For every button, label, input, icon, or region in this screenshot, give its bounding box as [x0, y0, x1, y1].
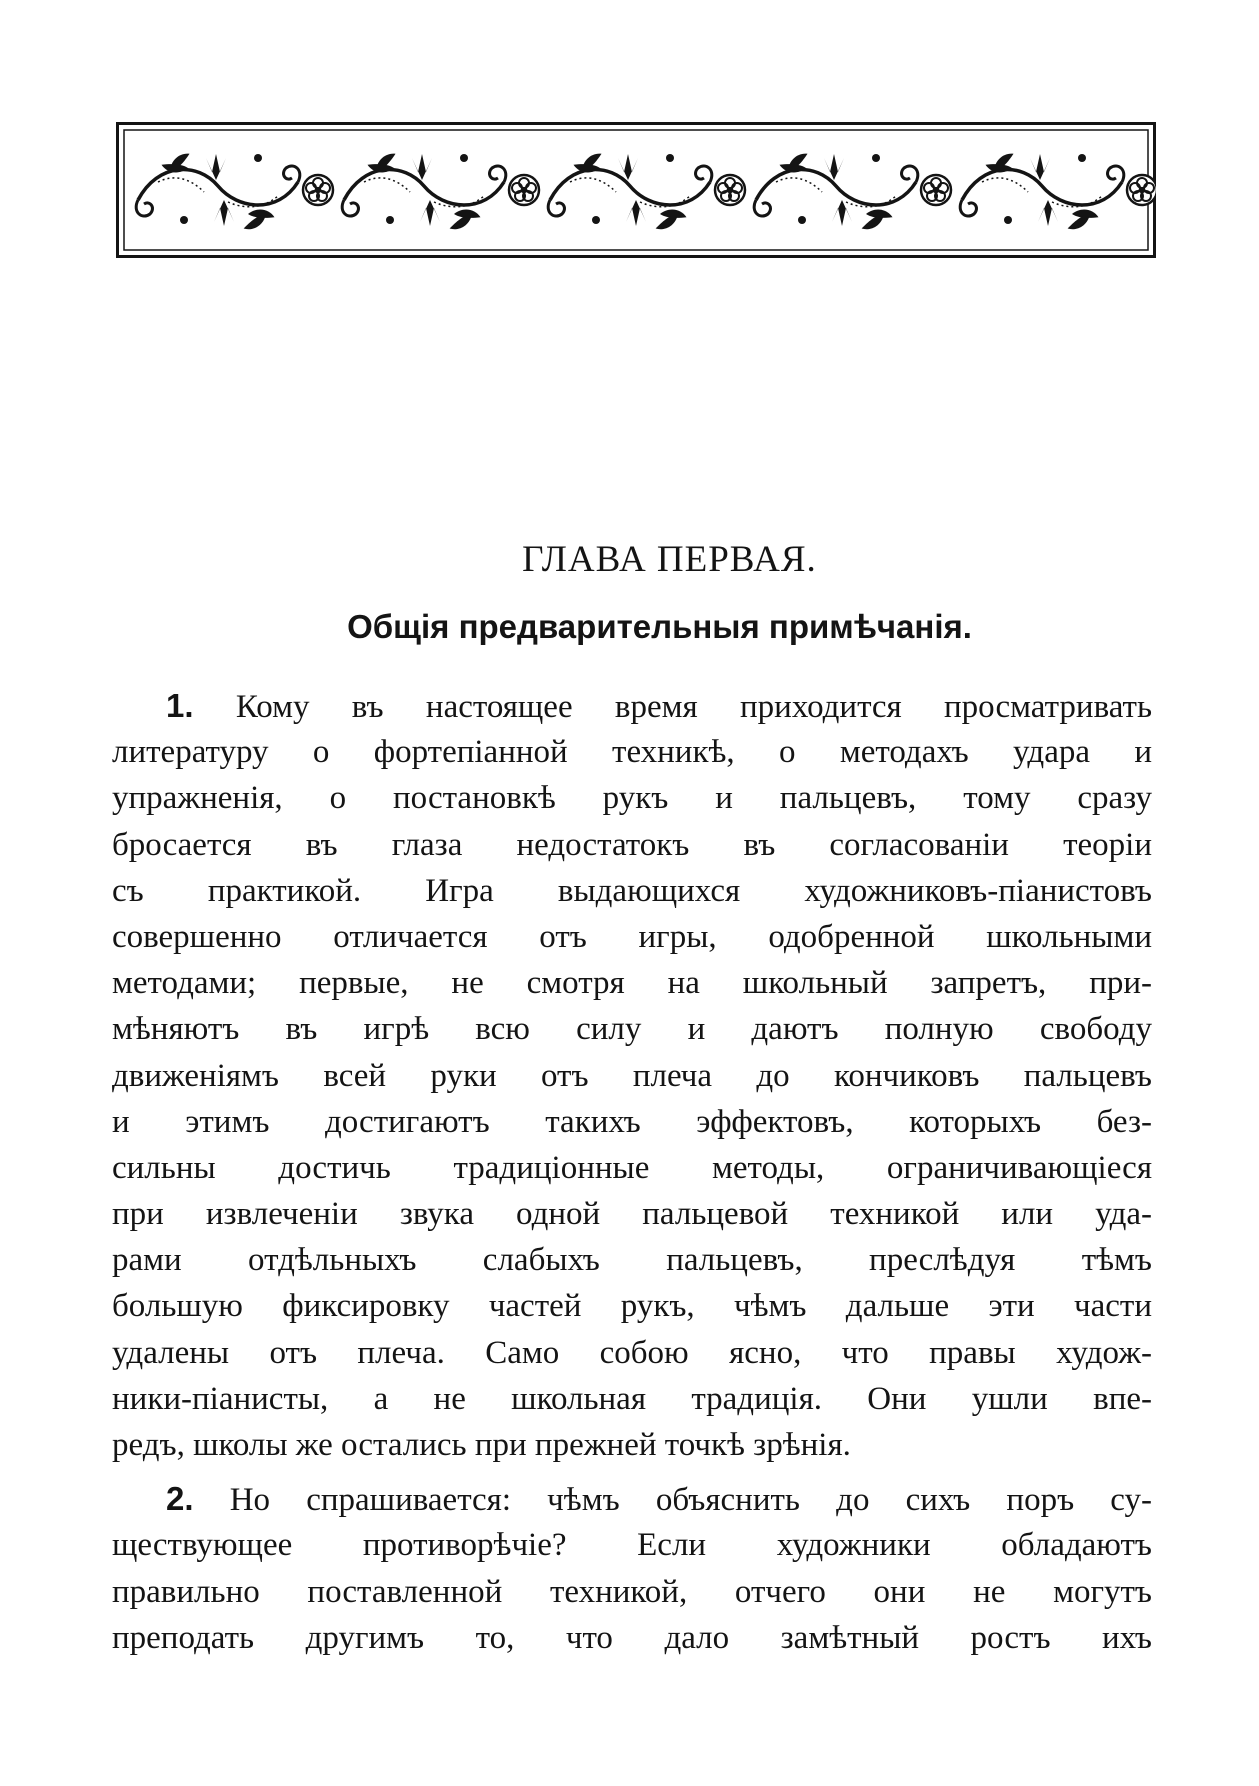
text-line: рами отдѣльныхъ слабыхъ пальцевъ, преслѣдуя тѣмъ: [112, 1242, 1152, 1279]
text-line: литературу о фортепіанной техникѣ, о методахъ удара и: [112, 734, 1152, 771]
text-line: сильны достичь традиціонные методы, ограничивающіеся: [112, 1149, 1152, 1186]
text-line: при извлеченіи звука одной пальцевой техникой или уда-: [112, 1196, 1152, 1233]
text-line: 2. Но спрашивается: чѣмъ объяснить до сихъ поръ су-: [166, 1480, 1152, 1519]
text-line: преподать другимъ то, что дало замѣтный ростъ ихъ: [112, 1619, 1152, 1656]
body-text: [112, 683, 1152, 1661]
paragraph-1: [112, 683, 1152, 1468]
floral-border-icon: [116, 122, 1156, 258]
text-line: движеніямъ всей руки отъ плеча до кончиковъ пальцевъ: [112, 1057, 1152, 1094]
text-line: большую фиксировку частей рукъ, чѣмъ дальше эти части: [112, 1288, 1152, 1325]
chapter-title: ГЛАВА ПЕРВАЯ.: [522, 539, 817, 580]
chapter-subtitle: Общія предварительныя примѣчанія.: [347, 608, 972, 645]
paragraph-number: 2.: [166, 1480, 194, 1518]
paragraph-number: 1.: [166, 687, 194, 724]
text-line: совершенно отличается отъ игры, одобренной школьными: [112, 918, 1152, 955]
text-line: удалены отъ плеча. Само собою ясно, что правы худож-: [112, 1334, 1152, 1371]
text-line: редъ, школы же остались при прежней точкѣ зрѣнія.: [112, 1427, 851, 1463]
text-line: бросается въ глаза недостатокъ въ согласованіи теоріи: [112, 826, 1152, 863]
paragraph-2: [112, 1476, 1152, 1661]
text-line: съ практикой. Игра выдающихся художниковъ-піанистовъ: [112, 872, 1152, 909]
text-line: ники-піанисты, а не школьная традиція. Они ушли впе-: [112, 1380, 1152, 1417]
text-line: правильно поставленной техникой, отчего они не могутъ: [112, 1573, 1152, 1610]
text-line: методами; первые, не смотря на школьный запретъ, при-: [112, 965, 1152, 1002]
text-line: мѣняютъ въ игрѣ всю силу и даютъ полную свободу: [112, 1011, 1152, 1048]
text-line: упражненія, о постановкѣ рукъ и пальцевъ, тому сразу: [112, 780, 1152, 817]
text-line: 1. Кому въ настоящее время приходится просматривать: [166, 687, 1152, 725]
text-line: и этимъ достигаютъ такихъ эффектовъ, которыхъ без-: [112, 1103, 1152, 1140]
text-line: ществующее противорѣчіе? Если художники обладаютъ: [112, 1527, 1152, 1564]
